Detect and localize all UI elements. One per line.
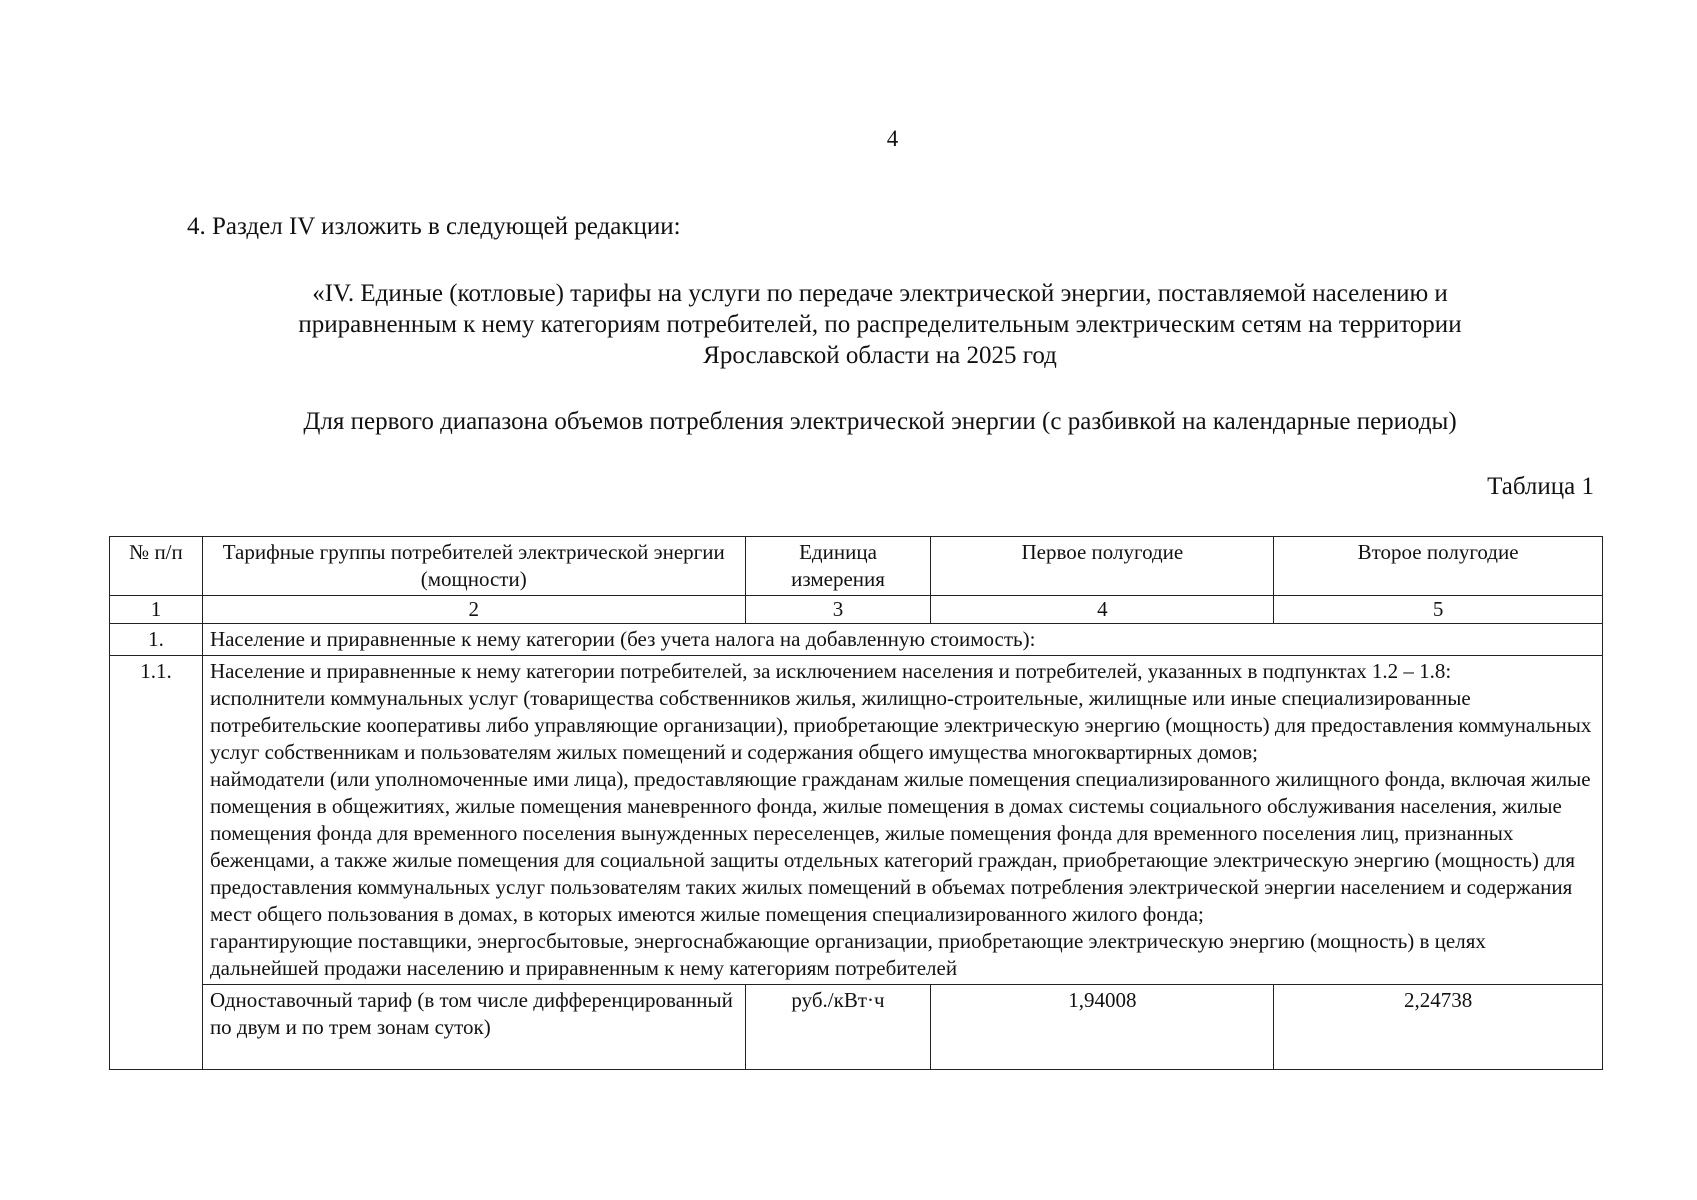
table-row [110, 624, 1603, 656]
description-paragraph: наймодатели (или уполномоченные ими лица), предоставляющие гражданам жилые помещения специализированного жилищного фонда, включая жилые помещения в общежитиях, жилые помещения маневренного фонда, жилые помещения в домах системы социального обслуживания населения, жилые помещения фонда для временного поселения вынужденных переселенцев, жилые помещения фонда для временного поселения лиц, признанных беженцами, а также жилые помещения для социальной защиты отдельных категорий граждан, приобретающие электрическую энергию (мощность) для предоставления коммунальных услуг пользователям таких жилых помещений в объемах потребления электрической энергии населением и содержания мест общего пользования в домах, в которых имеются жилые помещения специализированного жилого фонда; [209, 767, 1591, 926]
table-label: Таблица 1 [1487, 473, 1594, 500]
description-paragraph: гарантирующие поставщики, энергосбытовые, энергоснабжающие организации, приобретающие электрическую энергию (мощность) в целях дальнейшей продажи населению и приравненным к нему категориям потребителей [209, 929, 1486, 980]
section-intro: 4. Раздел IV изложить в следующей редакции: [187, 213, 681, 240]
page-number: 4 [886, 126, 899, 151]
row-category-text: Население и приравненные к нему категории (без учета налога на добавленную стоимость): [202, 624, 1602, 656]
row-number: 1.1. [110, 656, 203, 1070]
column-number: 2 [202, 596, 745, 624]
header-tariff-groups: Тарифные группы потребителей электрической энергии (мощности) [202, 537, 745, 596]
description-paragraph: исполнители коммунальных услуг (товарищества собственников жилья, жилищно-строительные, жилищные или иные специализированные потребительские кооперативы либо управляющие организации), приобретающие электрическую энергию (мощность) для предоставления коммунальных услуг собственникам и пользователям жилых помещений и содержания общего имущества многоквартирных домов; [209, 686, 1592, 764]
section-heading [180, 278, 1580, 371]
subheading: Для первого диапазона объемов потребления электрической энергии (с разбивкой на календарные периоды) [303, 408, 1457, 435]
column-number: 4 [931, 596, 1274, 624]
column-number: 1 [110, 596, 203, 624]
tariff-second-half-value: 2,24738 [1274, 985, 1603, 1070]
column-number: 3 [745, 596, 931, 624]
heading-line-1: «IV. Единые (котловые) тарифы на услуги по передаче электрической энергии, поставляемой населению и [312, 280, 1448, 307]
column-number: 5 [1274, 596, 1603, 624]
header-number: № п/п [110, 537, 203, 596]
header-unit: Единица измерения [745, 537, 931, 596]
heading-line-2: приравненным к нему категориям потребителей, по распределительным электрическим сетям на территории [298, 311, 1462, 338]
table-header-row [110, 537, 1603, 596]
tariff-name: Одноставочный тариф (в том числе дифференцированный по двум и по трем зонам суток) [202, 985, 745, 1070]
tariff-unit: руб./кВт·ч [745, 985, 931, 1070]
row-number: 1. [110, 624, 203, 656]
description-paragraph: Население и приравненные к нему категории потребителей, за исключением населения и потребителей, указанных в подпунктах 1.2 – 1.8: [209, 659, 1452, 683]
header-first-half: Первое полугодие [931, 537, 1274, 596]
table-row [110, 656, 1603, 985]
heading-line-3: Ярославской области на 2025 год [703, 342, 1057, 369]
tariff-row [110, 985, 1603, 1070]
tariff-first-half-value: 1,94008 [931, 985, 1274, 1070]
column-number-row [110, 596, 1603, 624]
tariff-table [109, 536, 1603, 1070]
row-description [202, 656, 1602, 985]
header-second-half: Второе полугодие [1274, 537, 1603, 596]
